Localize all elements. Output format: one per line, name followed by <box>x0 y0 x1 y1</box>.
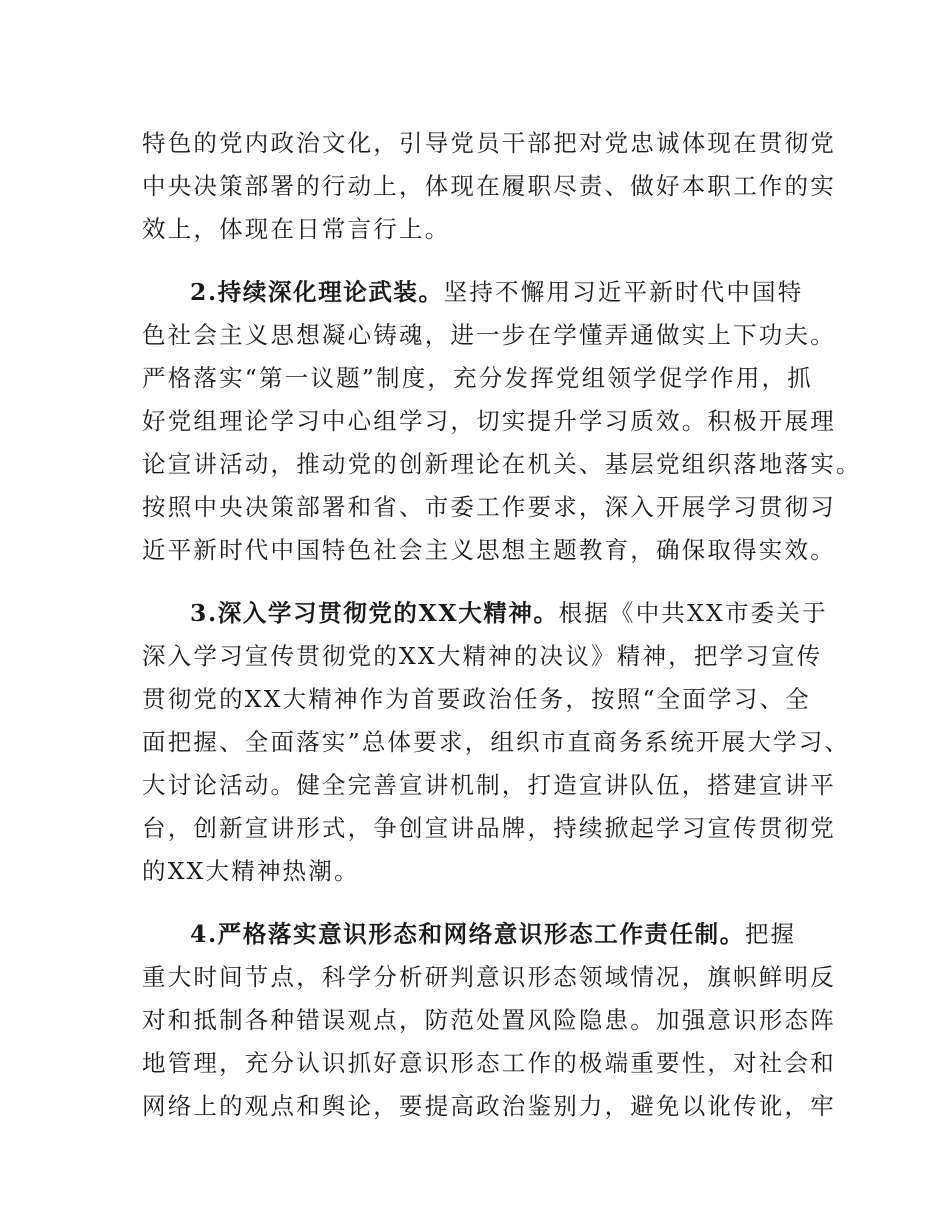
paragraph-2-line-3: 严格落实“第一议题”制度，充分发挥党组领学促学作用，抓 <box>142 364 813 392</box>
paragraph-3-line-2: 深入学习宣传贯彻党的XX大精神的决议》精神，把学习宣传 <box>142 642 823 670</box>
paragraph-2-heading: 2.持续深化理论武装。 <box>190 278 444 306</box>
paragraph-4-line-2: 重大时间节点，科学分析研判意识形态领域情况，旗帜鲜明反 <box>142 963 836 991</box>
paragraph-4-first-line <box>190 918 796 950</box>
paragraph-2-line-2: 色社会主义思想凝心铸魂，进一步在学懂弄通做实上下功夫。 <box>142 321 836 349</box>
paragraph-2-first-line <box>190 276 803 308</box>
paragraph-3-line-1: 根据《中共XX市委关于 <box>558 599 828 627</box>
paragraph-2-line-6: 按照中央决策部署和省、市委工作要求，深入开展学习贯彻习 <box>142 493 836 521</box>
paragraph-1-line-3: 效上，体现在日常言行上。 <box>142 215 451 243</box>
paragraph-2-line-4: 好党组理论学习中心组学习，切实提升学习质效。积极开展理 <box>142 407 836 435</box>
paragraph-3-heading: 3.深入学习贯彻党的XX大精神。 <box>190 599 559 627</box>
paragraph-4-line-1: 把握 <box>744 920 797 948</box>
paragraph-3-line-4: 面把握、全面落实”总体要求，组织市直商务系统开展大学习、 <box>142 728 851 756</box>
paragraph-3-line-7: 的XX大精神热潮。 <box>142 857 360 885</box>
paragraph-2-line-1: 坚持不懈用习近平新时代中国特 <box>443 278 804 306</box>
paragraph-1-line-2: 中央决策部署的行动上，体现在履职尽责、做好本职工作的实 <box>142 172 836 200</box>
paragraph-3-line-5: 大讨论活动。健全完善宣讲机制，打造宣讲队伍，搭建宣讲平 <box>142 771 836 799</box>
paragraph-2-line-7: 近平新时代中国特色社会主义思想主题教育，确保取得实效。 <box>142 536 836 564</box>
paragraph-4-heading: 4.严格落实意识形态和网络意识形态工作责任制。 <box>190 920 745 948</box>
paragraph-4-line-4: 地管理，充分认识抓好意识形态工作的极端重要性，对社会和 <box>142 1049 836 1077</box>
paragraph-4-line-5: 网络上的观点和舆论，要提高政治鉴别力，避免以讹传讹，牢 <box>142 1092 836 1120</box>
paragraph-1-line-1: 特色的党内政治文化，引导党员干部把对党忠诚体现在贯彻党 <box>142 129 836 157</box>
paragraph-3-first-line <box>190 597 828 629</box>
paragraph-3-line-3: 贯彻党的XX大精神作为首要政治任务，按照“全面学习、全 <box>142 685 811 713</box>
paragraph-2-line-5: 论宣讲活动，推动党的创新理论在机关、基层党组织落地落实。 <box>142 450 862 478</box>
paragraph-3-line-6: 台，创新宣讲形式，争创宣讲品牌，持续掀起学习宣传贯彻党 <box>142 814 836 842</box>
paragraph-4-line-3: 对和抵制各种错误观点，防范处置风险隐患。加强意识形态阵 <box>142 1006 836 1034</box>
